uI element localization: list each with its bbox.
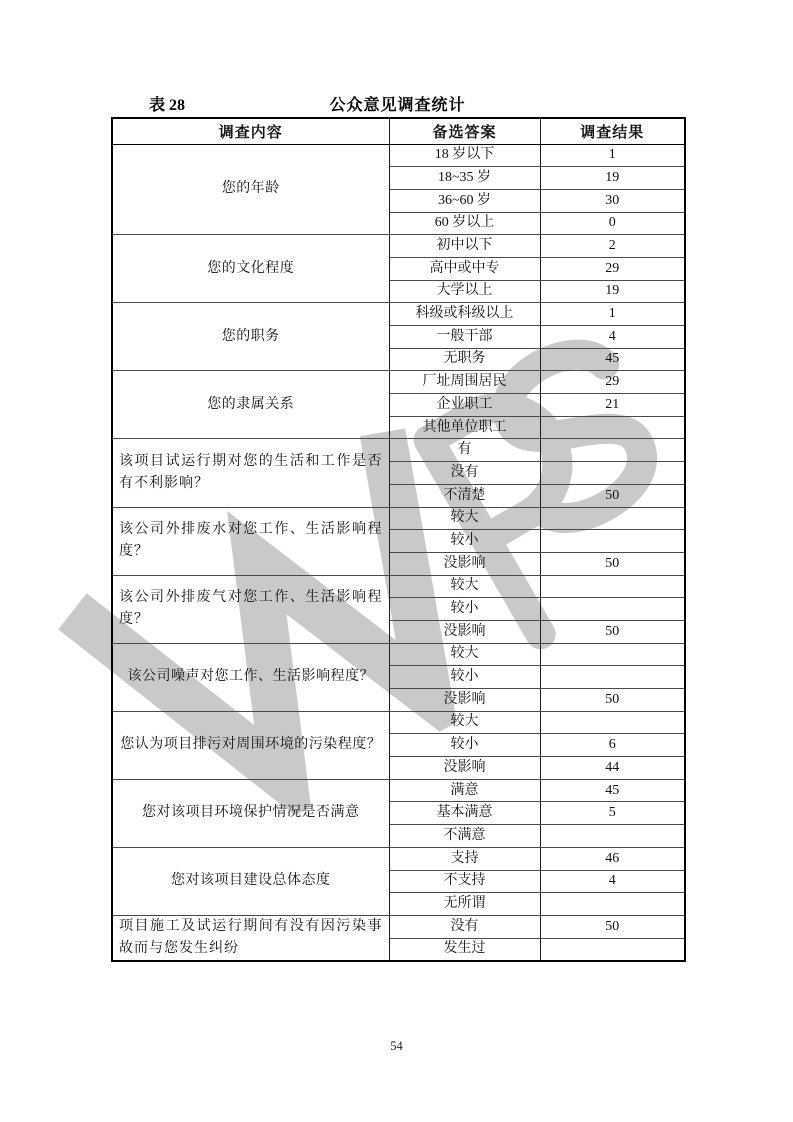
answer-cell: 发生过 — [389, 938, 540, 961]
result-cell: 19 — [540, 280, 685, 303]
table-row — [112, 371, 685, 394]
question-cell: 该公司外排废气对您工作、生活影响程度？ — [112, 575, 389, 643]
result-cell: 45 — [540, 779, 685, 802]
answer-cell: 较大 — [389, 507, 540, 530]
answer-cell: 较小 — [389, 530, 540, 553]
result-cell: 50 — [540, 620, 685, 643]
result-cell: 0 — [540, 212, 685, 235]
answer-cell: 支持 — [389, 847, 540, 870]
answer-cell: 60 岁以上 — [389, 212, 540, 235]
result-cell: 5 — [540, 802, 685, 825]
result-cell: 29 — [540, 257, 685, 280]
table-row — [112, 507, 685, 530]
result-cell: 44 — [540, 757, 685, 780]
answer-cell: 高中或中专 — [389, 257, 540, 280]
answer-cell: 有 — [389, 439, 540, 462]
table-title: 公众意见调查统计 — [329, 97, 466, 114]
question-cell: 您的隶属关系 — [112, 371, 389, 439]
answer-cell: 较大 — [389, 575, 540, 598]
answer-cell: 没影响 — [389, 689, 540, 712]
answer-cell: 科级或科级以上 — [389, 303, 540, 326]
result-cell — [540, 530, 685, 553]
table-row — [112, 575, 685, 598]
result-cell — [540, 575, 685, 598]
question-cell: 该项目试运行期对您的生活和工作是否有不利影响？ — [112, 439, 389, 507]
result-cell: 19 — [540, 167, 685, 190]
result-cell: 2 — [540, 235, 685, 258]
table-row — [112, 235, 685, 258]
result-cell: 1 — [540, 303, 685, 326]
result-cell: 50 — [540, 689, 685, 712]
answer-cell: 满意 — [389, 779, 540, 802]
table-row — [112, 915, 685, 938]
question-cell: 您对该项目建设总体态度 — [112, 847, 389, 915]
question-cell: 该公司噪声对您工作、生活影响程度？ — [112, 643, 389, 711]
result-cell — [540, 825, 685, 848]
table-number: 表 28 — [149, 97, 186, 114]
table-row — [112, 779, 685, 802]
table-row — [112, 439, 685, 462]
result-cell: 46 — [540, 847, 685, 870]
result-cell: 4 — [540, 870, 685, 893]
result-cell: 29 — [540, 371, 685, 394]
table-row — [112, 711, 685, 734]
result-cell: 50 — [540, 484, 685, 507]
answer-cell: 一般干部 — [389, 326, 540, 349]
question-cell: 您的文化程度 — [112, 235, 389, 303]
result-cell: 50 — [540, 915, 685, 938]
result-cell — [540, 598, 685, 621]
table-caption — [111, 92, 684, 116]
result-cell — [540, 416, 685, 439]
answer-cell: 36~60 岁 — [389, 189, 540, 212]
question-cell: 该公司外排废水对您工作、生活影响程度？ — [112, 507, 389, 575]
answer-cell: 没影响 — [389, 757, 540, 780]
answer-cell: 基本满意 — [389, 802, 540, 825]
answer-cell: 较小 — [389, 598, 540, 621]
answer-cell: 较小 — [389, 666, 540, 689]
answer-cell: 18~35 岁 — [389, 167, 540, 190]
answer-cell: 没影响 — [389, 620, 540, 643]
answer-cell: 18 岁以下 — [389, 144, 540, 167]
question-cell: 您对该项目环境保护情况是否满意 — [112, 779, 389, 847]
table-row — [112, 643, 685, 666]
question-cell: 您的职务 — [112, 303, 389, 371]
answer-cell: 初中以下 — [389, 235, 540, 258]
question-cell: 您认为项目排污对周围环境的污染程度？ — [112, 711, 389, 779]
result-cell: 4 — [540, 326, 685, 349]
answer-cell: 企业职工 — [389, 394, 540, 417]
result-cell: 30 — [540, 189, 685, 212]
survey-table — [111, 117, 686, 962]
answer-cell: 大学以上 — [389, 280, 540, 303]
result-cell: 1 — [540, 144, 685, 167]
answer-cell: 没有 — [389, 462, 540, 485]
table-row — [112, 847, 685, 870]
answer-cell: 无职务 — [389, 348, 540, 371]
result-cell — [540, 666, 685, 689]
table-row — [112, 303, 685, 326]
answer-cell: 厂址周围居民 — [389, 371, 540, 394]
result-cell — [540, 938, 685, 961]
answer-cell: 不支持 — [389, 870, 540, 893]
question-cell: 您的年龄 — [112, 144, 389, 235]
question-cell: 项目施工及试运行期间有没有因污染事故而与您发生纠纷 — [112, 915, 389, 960]
page-number: 54 — [390, 1039, 403, 1053]
result-cell: 50 — [540, 552, 685, 575]
answer-cell: 不满意 — [389, 825, 540, 848]
answer-cell: 没影响 — [389, 552, 540, 575]
result-cell — [540, 893, 685, 916]
result-cell: 21 — [540, 394, 685, 417]
result-cell — [540, 643, 685, 666]
col-header-survey-content: 调查内容 — [112, 118, 389, 144]
result-cell — [540, 711, 685, 734]
result-cell — [540, 462, 685, 485]
col-header-survey-result: 调查结果 — [540, 118, 685, 144]
result-cell: 45 — [540, 348, 685, 371]
answer-cell: 较大 — [389, 711, 540, 734]
answer-cell: 无所谓 — [389, 893, 540, 916]
table-row — [112, 144, 685, 167]
answer-cell: 较大 — [389, 643, 540, 666]
result-cell: 6 — [540, 734, 685, 757]
answer-cell: 没有 — [389, 915, 540, 938]
col-header-answer-options: 备选答案 — [389, 118, 540, 144]
answer-cell: 不清楚 — [389, 484, 540, 507]
answer-cell: 较小 — [389, 734, 540, 757]
result-cell — [540, 439, 685, 462]
result-cell — [540, 507, 685, 530]
answer-cell: 其他单位职工 — [389, 416, 540, 439]
header-row — [112, 118, 685, 144]
